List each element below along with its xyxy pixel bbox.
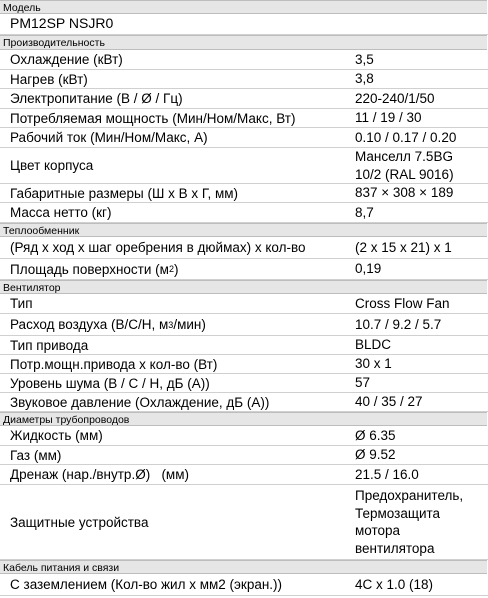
weight-value: 8,7 bbox=[355, 204, 374, 220]
row-heating bbox=[0, 70, 488, 89]
current-label: Рабочий ток (Мин/Ном/Макс, А) bbox=[10, 130, 208, 145]
row-color bbox=[0, 148, 488, 184]
row-power-input bbox=[0, 109, 488, 128]
cooling-value: 3,5 bbox=[355, 51, 374, 67]
row-airflow bbox=[0, 314, 488, 336]
fan-type-value: Cross Flow Fan bbox=[355, 295, 450, 311]
row-area bbox=[0, 259, 488, 280]
rows-fins-label: (Ряд х ход х шаг оребрения в дюймах) х кол-во bbox=[10, 240, 306, 255]
motor-power-label: Потр.мощн.привода х кол-во (Вт) bbox=[10, 356, 218, 372]
fan-type-label: Тип bbox=[10, 296, 33, 311]
row-power-supply bbox=[0, 89, 488, 109]
row-current bbox=[0, 128, 488, 148]
row-gas bbox=[0, 446, 488, 465]
airflow-label: Расход воздуха (В/С/Н, м 3 /мин) bbox=[10, 317, 206, 332]
row-liquid bbox=[0, 426, 488, 446]
model-row bbox=[0, 14, 488, 35]
gas-value: Ø 9.52 bbox=[355, 447, 396, 463]
area-label: Площадь поверхности (м 2 ) bbox=[10, 261, 179, 277]
row-noise-level bbox=[0, 374, 488, 393]
color-label: Цвет корпуса bbox=[10, 158, 94, 173]
row-weight bbox=[0, 203, 488, 223]
weight-label: Масса нетто (кг) bbox=[10, 205, 112, 220]
dimensions-value: 837 × 308 × 189 bbox=[355, 185, 454, 201]
section-fan: Вентилятор bbox=[0, 280, 487, 294]
noise-level-value: 57 bbox=[355, 375, 371, 391]
sound-pressure-label: Звуковое давление (Охлаждение, дБ (А)) bbox=[10, 394, 270, 410]
section-pipes: Диаметры трубопроводов bbox=[0, 412, 487, 426]
protection-label: Защитные устройства bbox=[10, 514, 149, 530]
airflow-label-text: Расход воздуха (В/С/Н, м bbox=[10, 317, 169, 332]
color-value: Манселл 7.5BG 10/2 (RAL 9016) bbox=[355, 149, 454, 182]
area-value: 0,19 bbox=[355, 261, 382, 277]
airflow-label-end: /мин) bbox=[173, 317, 206, 332]
liquid-label: Жидкость (мм) bbox=[10, 428, 103, 443]
row-protection bbox=[0, 485, 488, 560]
cooling-label: Охлаждение (кВт) bbox=[10, 52, 123, 67]
model-name: PM12SP NSJR0 bbox=[10, 15, 114, 32]
row-dimensions bbox=[0, 184, 488, 203]
row-grounding bbox=[0, 574, 488, 596]
drain-label: Дренаж (нар./внутр.Ø) (мм) bbox=[10, 467, 189, 482]
row-drain bbox=[0, 465, 488, 485]
row-fan-type bbox=[0, 294, 488, 314]
sound-pressure-value: 40 / 35 / 27 bbox=[355, 394, 423, 410]
heating-label: Нагрев (кВт) bbox=[10, 71, 88, 87]
row-sound-pressure bbox=[0, 393, 488, 412]
rows-fins-value: (2 x 15 x 21) x 1 bbox=[355, 239, 452, 255]
liquid-value: Ø 6.35 bbox=[355, 427, 396, 443]
heating-value: 3,8 bbox=[355, 71, 374, 87]
power-supply-label: Электропитание (В / Ø / Гц) bbox=[10, 91, 183, 106]
airflow-value: 10.7 / 9.2 / 5.7 bbox=[355, 316, 442, 332]
section-model: Модель bbox=[0, 0, 487, 14]
area-label-end: ) bbox=[173, 261, 179, 277]
row-cooling bbox=[0, 50, 488, 70]
section-heat-exchanger: Теплообменник bbox=[0, 223, 487, 237]
power-input-value: 11 / 19 / 30 bbox=[355, 110, 422, 126]
power-input-label: Потребляемая мощность (Мин/Ном/Макс, Вт) bbox=[10, 110, 296, 126]
noise-level-label: Уровень шума (В / С / Н, дБ (А)) bbox=[10, 375, 210, 391]
section-cable: Кабель питания и связи bbox=[0, 560, 487, 574]
area-label-text: Площадь поверхности (м bbox=[10, 261, 169, 277]
row-motor-power bbox=[0, 355, 488, 374]
drain-value: 21.5 / 16.0 bbox=[355, 466, 419, 482]
grounding-label: С заземлением (Кол-во жил х мм2 (экран.)) bbox=[10, 577, 283, 592]
section-performance: Производительность bbox=[0, 35, 487, 50]
drive-type-label: Тип привода bbox=[10, 337, 89, 353]
row-drive-type bbox=[0, 336, 488, 355]
protection-value: Предохранитель, Термозащита мотора вентилятора bbox=[355, 488, 464, 556]
row-rows-fins bbox=[0, 237, 488, 259]
current-value: 0.10 / 0.17 / 0.20 bbox=[355, 129, 457, 145]
power-supply-value: 220-240/1/50 bbox=[355, 90, 435, 106]
gas-label: Газ (мм) bbox=[10, 447, 62, 463]
dimensions-label: Габаритные размеры (Ш х В х Г, мм) bbox=[10, 185, 239, 201]
grounding-value: 4C x 1.0 (18) bbox=[355, 576, 434, 592]
drive-type-value: BLDC bbox=[355, 337, 392, 353]
motor-power-value: 30 x 1 bbox=[355, 356, 392, 372]
